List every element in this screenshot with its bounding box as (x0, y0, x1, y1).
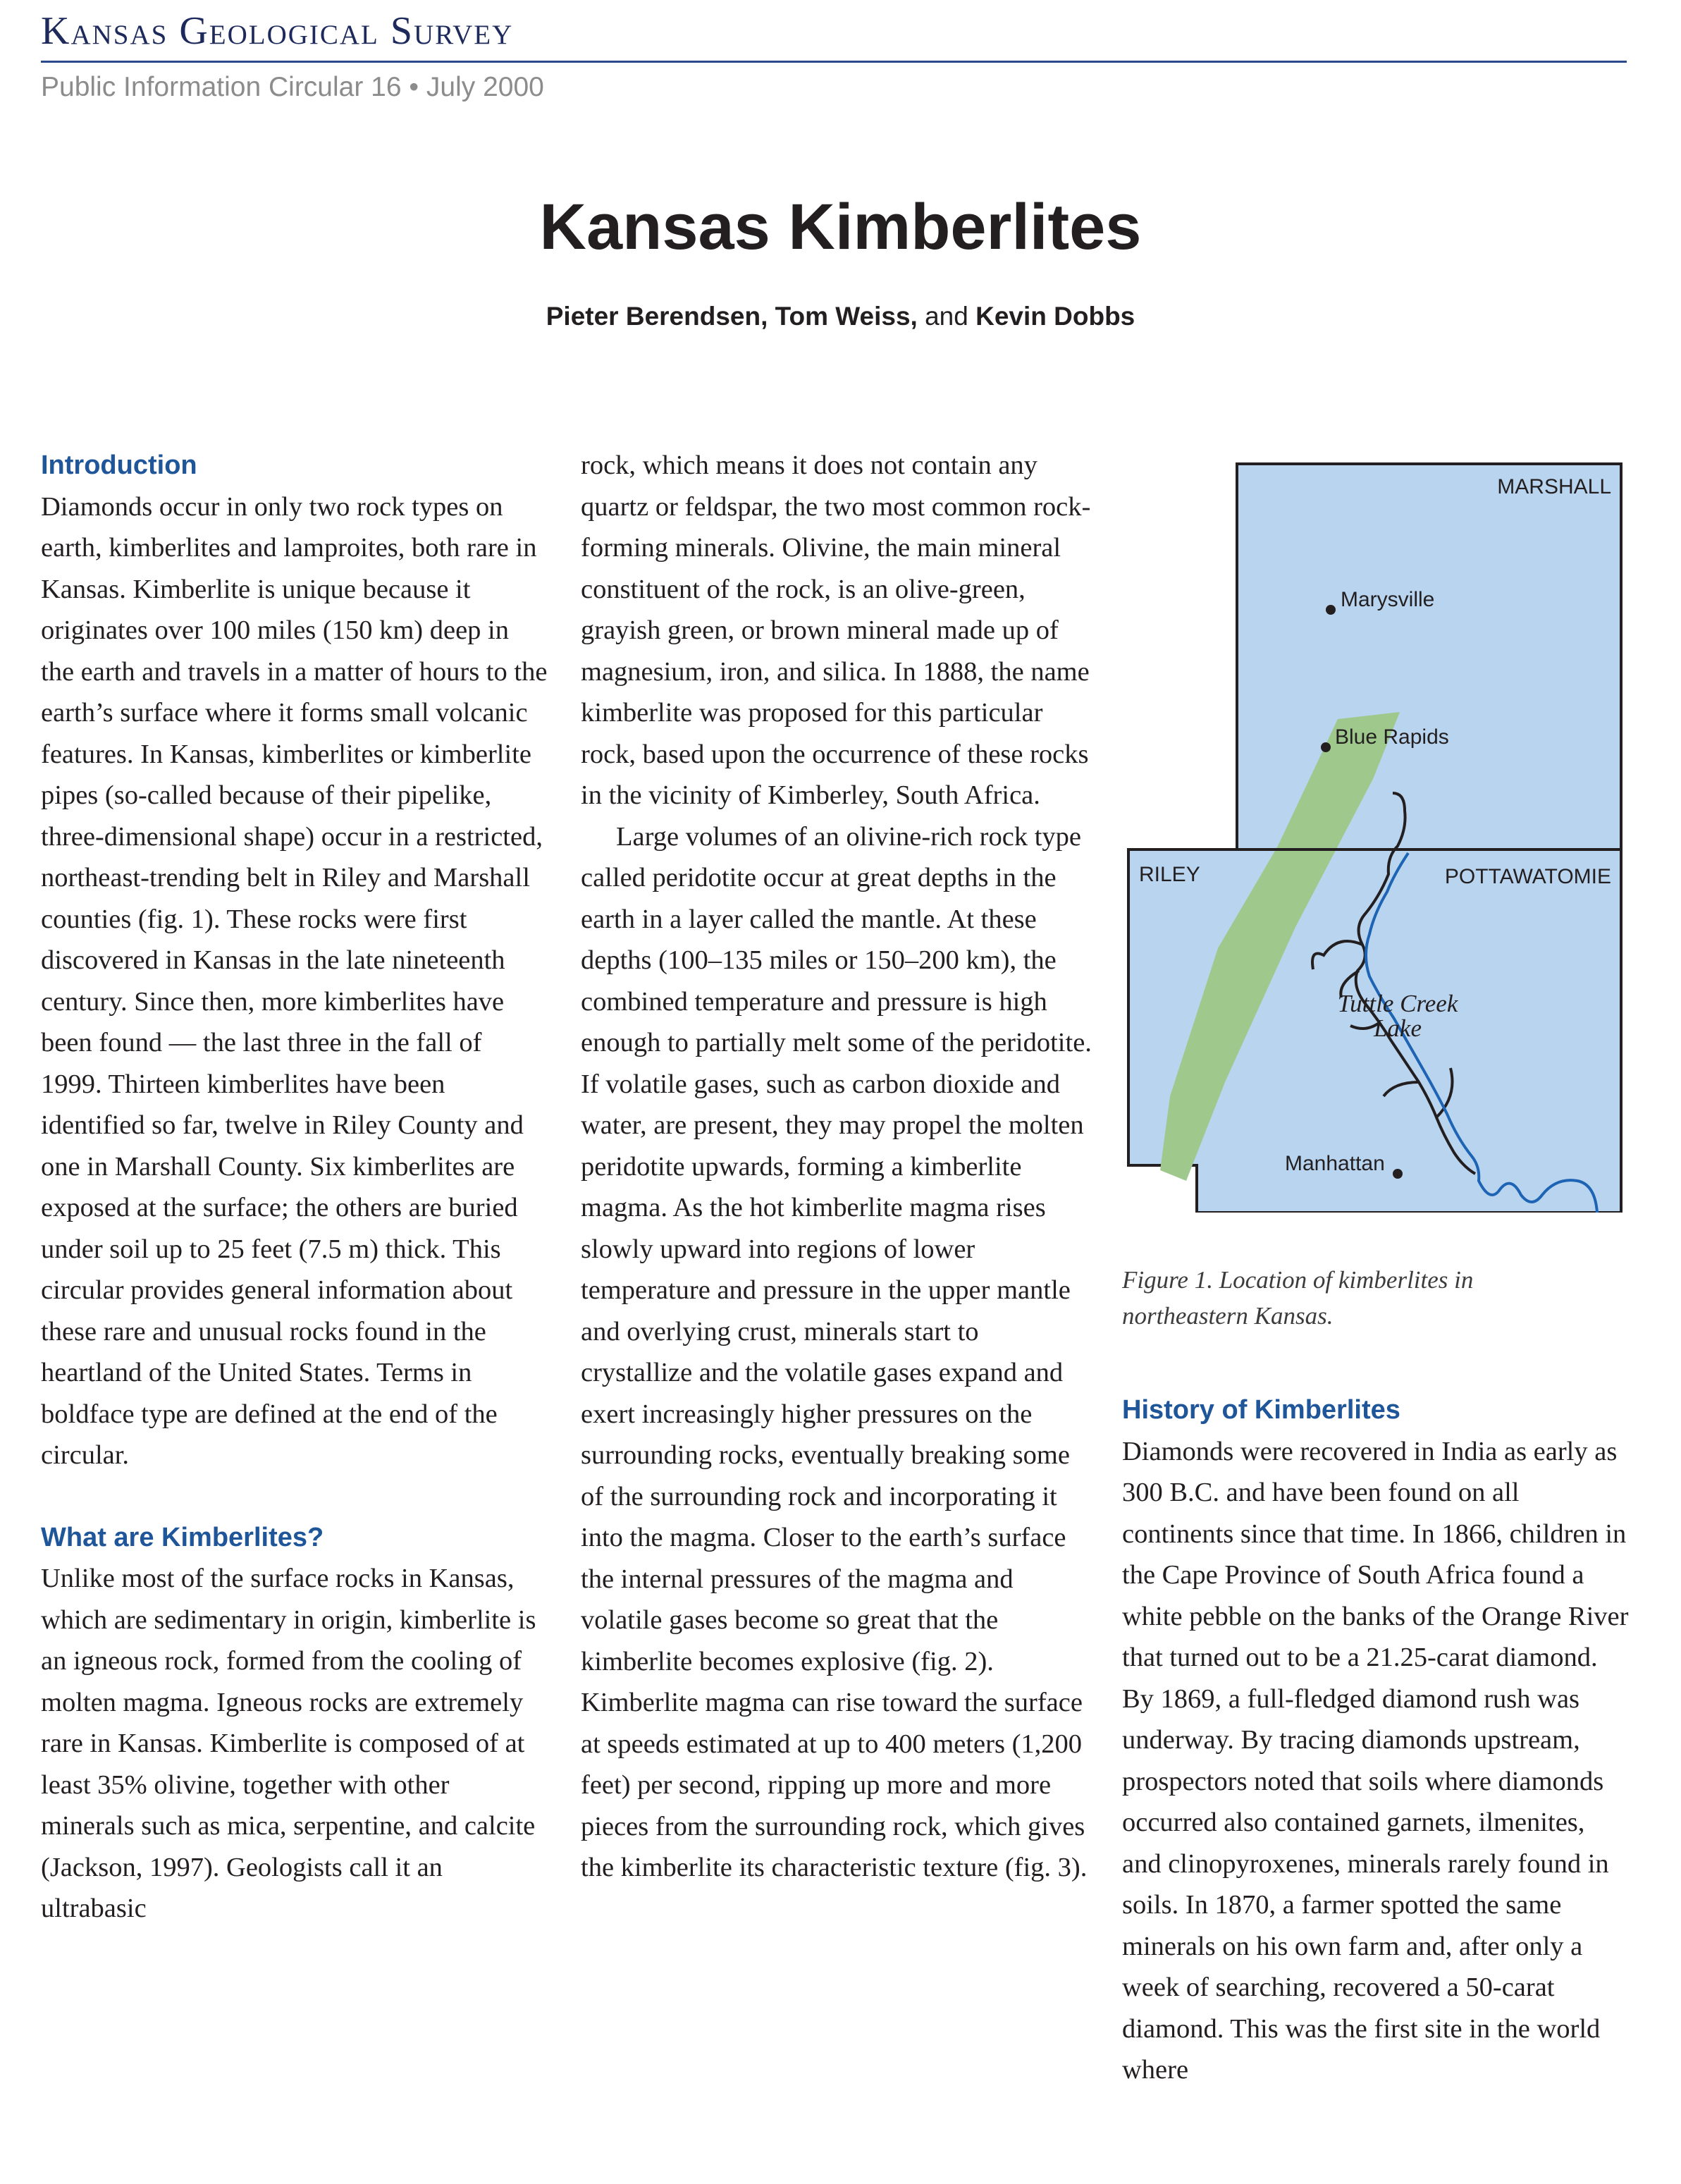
introduction-paragraph: Diamonds occur in only two rock types on earth, kimberlites and lamproites, both rare in Kansas. Kimberlite is unique because it originates over 100 miles (150 km) deep in the earth and travels in a matter of hours to the earth’s surface where it forms small volcanic features. In Kansas, kimberlites or kimberlite pipes (so-called because of their pipelike, three-dimensional shape) occur in a restricted, northeast-trending belt in Riley and Marshall counties (fig. 1). These rocks were first discovered in Kansas in the late nineteenth century. Since then, more kimberlites have been found — the last three in the fall of 1999. Thirteen kimberlites have been identified so far, twelve in Riley County and one in Marshall County. Six kimberlites are exposed at the surface; the others are buried under soil up to 25 feet (7.5 m) thick. This circular provides general information about these rare and unusual rocks found in the heartland of the United States. Terms in boldface type are defined at the end of the circular. (41, 491, 548, 1470)
figure-caption: Figure 1. Location of kimberlites in northeastern Kansas. (1122, 1266, 1474, 1330)
marysville-dot (1326, 605, 1336, 615)
page-title: Kansas Kimberlites (539, 191, 1142, 263)
authors-and: and (925, 302, 968, 331)
column-2 (581, 445, 1095, 1889)
manhattan-dot (1393, 1169, 1403, 1179)
publication-info: Public Information Circular 16 • July 2000 (41, 72, 544, 102)
authors-last: Kevin Dobbs (975, 302, 1135, 331)
history-paragraph: Diamonds were recovered in India as early as 300 B.C. and have been found on all continents since that time. In 1866, children in the Cape Province of South Africa found a white pebble on the banks of the Orange River that turned out to be a 21.25-carat diamond. By 1869, a full-fledged diamond rush was underway. By tracing diamonds upstream, prospectors noted that soils where diamonds occurred also contained garnets, ilmenites, and clinopyroxenes, minerals rarely found in soils. In 1870, a farmer spotted the same minerals on his own farm and, after only a week of searching, recovered a 50-carat diamond. This was the first site in the world where (1122, 1436, 1629, 2085)
header-rule (41, 61, 1627, 63)
marshall-county (1237, 464, 1621, 849)
label-marshall: MARSHALL (1497, 475, 1611, 498)
column-1 (41, 445, 548, 1930)
body-paragraph-peridotite: Large volumes of an olivine-rich rock type called peridotite occur at great depths in the earth in a layer called the mantle. At these depths (100–135 miles or 150–200 km), the combined temperature and pressure is high enough to partially melt some of the peridotite. If volatile gases, such as carbon dioxide and water, are present, they may propel the molten peridotite upwards, forming a kimberlite magma. As the hot kimberlite magma rises slowly upward into regions of lower temperature and pressure in the upper mantle and overlying crust, minerals start to crystallize and the volatile gases expand and exert increasingly higher pressures on the surrounding rocks, eventually breaking some of the surrounding rock and incorporating it into the magma. Closer to the earth’s surface the internal pressures of the magma and volatile gases become so great that the kimberlite becomes explosive (fig. 2). Kimberlite magma can rise toward the surface at speeds estimated at up to 400 meters (1,200 feet) per second, ripping up more and more pieces from the surrounding rock, which gives the kimberlite its characteristic texture (fig. 3). (581, 821, 1092, 1882)
label-manhattan: Manhattan (1285, 1152, 1385, 1175)
section-heading-history: History of Kimberlites (1122, 1395, 1400, 1425)
body-paragraph-continued: rock, which means it does not contain any quartz or feldspar, the two most common rock-forming minerals. Olivine, the main mineral constituent of the rock, is an olive-green, grayish green, or brown mineral made up of magnesium, iron, and silica. In 1888, the name kimberlite was proposed for this particular rock, based upon the occurrence of these rocks in the vicinity of Kimberley, South Africa. (581, 450, 1091, 810)
label-pottawatomie: POTTAWATOMIE (1444, 865, 1611, 888)
column-3 (1122, 1389, 1630, 2091)
section-heading-what-are-kimberlites: What are Kimberlites? (41, 1522, 324, 1552)
label-marysville: Marysville (1341, 588, 1435, 611)
label-lake-line2: Lake (1373, 1014, 1422, 1042)
label-lake-line1: Tuttle Creek (1337, 990, 1458, 1017)
authors-primary: Pieter Berendsen, Tom Weiss, (546, 302, 918, 331)
authors (0, 302, 1681, 331)
label-riley: RILEY (1139, 863, 1200, 886)
kimberlite-location-map (1126, 462, 1623, 1213)
masthead: Kansas Geological Survey (41, 9, 514, 53)
label-blue-rapids: Blue Rapids (1335, 725, 1449, 749)
blue-rapids-dot (1321, 742, 1331, 752)
what-are-kimberlites-paragraph: Unlike most of the surface rocks in Kansas, which are sedimentary in origin, kimberlite is an igneous rock, formed from the cooling of molten magma. Igneous rocks are extremely rare in Kansas. Kimberlite is composed of at least 35% olivine, together with other minerals such as mica, serpentine, and calcite (Jackson, 1997). Geologists call it an ultrabasic (41, 1564, 536, 1923)
section-heading-introduction: Introduction (41, 450, 197, 480)
